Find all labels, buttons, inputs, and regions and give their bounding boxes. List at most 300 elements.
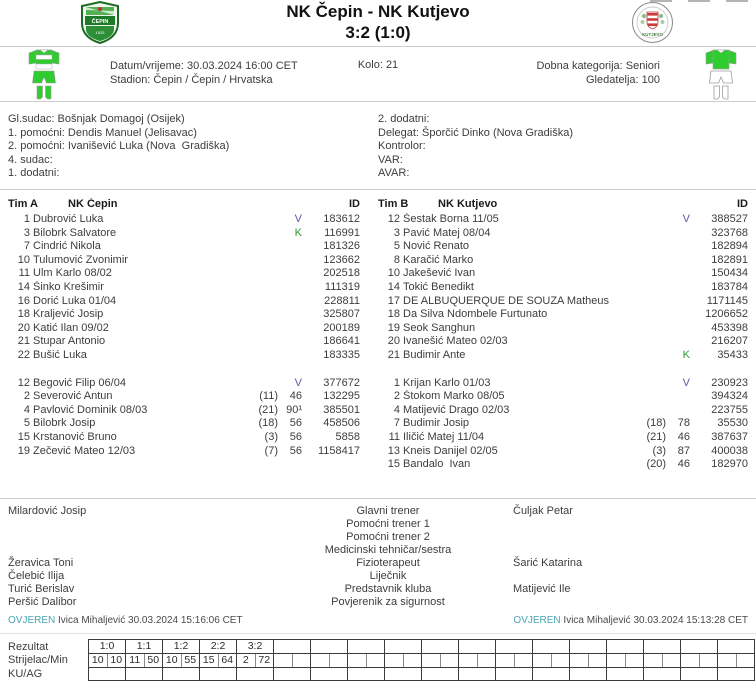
away-staff-name: [513, 596, 748, 609]
role-badge: K: [682, 349, 690, 362]
replaced-player: [244, 349, 278, 363]
player-number: 4: [23, 403, 30, 416]
staff-role-label: Fizioterapeut: [356, 556, 420, 569]
sub-minute: [666, 281, 692, 295]
officials-section: [0, 102, 756, 190]
kuag-cell: [533, 668, 569, 680]
sub-minute: [278, 281, 304, 295]
replaced-player: [632, 213, 666, 227]
player-id: 394324: [711, 390, 748, 403]
role-badge: V: [294, 213, 302, 226]
goal-event-column: [570, 640, 607, 680]
scorer-number: [570, 654, 589, 667]
player-number: 4: [393, 403, 400, 416]
print-artifact: [650, 0, 748, 2]
role-badge: V: [682, 213, 690, 226]
player-row: [378, 377, 748, 391]
scorer-number: [385, 654, 404, 667]
home-staff-name: Turić Berislav: [8, 582, 75, 595]
score-cell: [718, 640, 754, 654]
staff-role-label: Povjerenik za sigurnost: [331, 595, 445, 608]
player-id: 453398: [711, 321, 748, 334]
player-name: Cindrić Nikola: [33, 240, 101, 253]
replaced-player: [244, 240, 278, 254]
sub-minute: 56: [289, 444, 302, 457]
player-name: Stupar Antonio: [33, 335, 106, 348]
player-number: 14: [17, 281, 30, 294]
player-id: 230923: [711, 376, 748, 389]
player-row: [378, 295, 748, 309]
score-cell: [385, 640, 421, 654]
player-number: 20: [17, 321, 30, 334]
player-name: Tulumović Zvonimir: [33, 253, 128, 266]
player-row: [8, 213, 360, 227]
scorer-number: 2: [237, 654, 256, 667]
stadium-line: Stadion: Čepin / Čepin / Hrvatska: [110, 74, 273, 86]
replaced-player: [632, 227, 666, 241]
category-line: Dobna kategorija: Seniori: [536, 60, 660, 72]
kuag-cell: [718, 668, 754, 680]
scorer-minute-cell: [126, 654, 162, 668]
match-info-band: [0, 47, 756, 102]
player-number: 22: [17, 349, 30, 362]
player-row: [378, 390, 748, 404]
player-row: [378, 322, 748, 336]
away-kit-icon: [704, 49, 738, 104]
sub-minute: [666, 295, 692, 309]
kuag-cell: [200, 668, 236, 680]
home-staff-name: [8, 544, 263, 557]
player-row: [378, 281, 748, 295]
player-name: Severović Antun: [33, 390, 113, 403]
goal-minute: [552, 654, 570, 667]
player-row: [8, 240, 360, 254]
player-number: 15: [17, 431, 30, 443]
away-staff-name: [513, 570, 748, 583]
player-number: 1: [393, 376, 400, 389]
official-line: Kontrolor:: [378, 140, 426, 152]
player-number: 7: [23, 240, 30, 253]
player-name: Kraljević Josip: [33, 308, 104, 321]
player-name: Da Silva Ndombele Furtunato: [403, 308, 548, 321]
goal-minute: 10: [110, 653, 123, 666]
scorer-number: [644, 654, 663, 667]
player-name: Ulm Karlo 08/02: [33, 267, 112, 280]
player-row: [378, 417, 748, 431]
goal-minute: [330, 654, 348, 667]
scorer-minute-cell: [200, 654, 236, 668]
team-label: Tim A: [8, 197, 38, 210]
sub-minute: 90¹: [286, 403, 302, 416]
kuag-cell: [274, 668, 310, 680]
player-name: Matijević Drago 02/03: [403, 403, 510, 416]
role-badge: V: [294, 376, 302, 389]
player-row: [378, 458, 748, 472]
sub-minute: [666, 254, 692, 268]
player-name: Kneis Danijel 02/05: [403, 444, 498, 457]
goal-event-column: [89, 640, 126, 680]
player-name: Šestak Borna 11/05: [403, 213, 499, 226]
player-name: Karačić Marko: [403, 253, 474, 266]
player-name: Bilobrk Josip: [33, 417, 96, 430]
lineups-section: [0, 190, 756, 499]
match-title-teams: NK Čepin - NK Kutjevo: [286, 2, 470, 21]
player-row: [378, 308, 748, 322]
replaced-player: (21): [258, 403, 278, 416]
divider: [0, 633, 756, 634]
staff-row: [8, 531, 748, 544]
staff-role-label: Pomoćni trener 1: [346, 517, 430, 530]
official-line: 2. pomoćni: Ivanišević Luka (Nova Gradiška): [8, 140, 230, 152]
substitutes-block: [378, 377, 748, 472]
player-name: Bandalo Ivan: [403, 458, 471, 471]
player-id: 202518: [323, 267, 360, 280]
replaced-player: [632, 377, 666, 391]
sub-minute: 56: [289, 417, 302, 430]
sub-minute: [666, 267, 692, 281]
goal-minute: [700, 654, 718, 667]
goal-event-column: [237, 640, 274, 680]
sub-minute: [666, 322, 692, 336]
home-staff-name: [8, 518, 263, 531]
player-number: 15: [387, 458, 400, 471]
player-number: 7: [393, 417, 400, 430]
score-cell: [570, 640, 606, 654]
replaced-player: (3): [652, 444, 666, 457]
kuag-cell: [89, 668, 125, 680]
player-row: [8, 227, 360, 241]
player-id: 150434: [711, 267, 748, 280]
staff-row: [8, 596, 748, 609]
role-badge: V: [682, 376, 690, 389]
score-cell: [533, 640, 569, 654]
goal-sequence-table: [88, 639, 755, 681]
scorer-minute-cell: [163, 654, 199, 668]
home-staff-name: Čelebić Ilija: [8, 569, 65, 582]
sub-minute: [278, 240, 304, 254]
kuag-cell: [126, 668, 162, 680]
kuag-cell: [496, 668, 532, 680]
player-number: 14: [387, 281, 400, 294]
player-name: Bilobrk Salvatore: [33, 226, 117, 239]
replaced-player: (11): [259, 390, 278, 403]
svg-text:1925: 1925: [95, 30, 105, 35]
goal-minute: 64: [221, 653, 234, 666]
id-column-header: ID: [737, 197, 748, 210]
player-number: 5: [23, 417, 30, 430]
replaced-player: [244, 335, 278, 349]
goal-event-column: [126, 640, 163, 680]
home-kit-icon: [27, 49, 61, 104]
score-cell: 1:0: [89, 640, 125, 654]
kuag-cell: [348, 668, 384, 680]
player-row: [8, 404, 360, 418]
result-label: Rezultat: [8, 640, 49, 653]
away-club-crest-icon: [631, 1, 674, 47]
score-cell: [311, 640, 347, 654]
goal-minute: [478, 654, 496, 667]
player-name: Bušić Luka: [33, 349, 87, 362]
scorer-number: 15: [200, 654, 219, 667]
replaced-player: [244, 308, 278, 322]
scorer-minute-cell: [681, 654, 717, 668]
player-id: 132295: [323, 390, 360, 403]
scorer-number: [607, 654, 626, 667]
player-name: Jakešević Ivan: [403, 267, 476, 280]
kuag-cell: [644, 668, 680, 680]
match-score: 3:2 (1:0): [345, 23, 411, 42]
svg-text:KUTJEVO: KUTJEVO: [642, 32, 663, 37]
goal-event-column: [459, 640, 496, 680]
official-line: VAR:: [378, 153, 403, 166]
player-row: [378, 254, 748, 268]
sub-minute: 56: [289, 431, 302, 443]
player-number: 11: [18, 267, 30, 280]
goal-event-column: [274, 640, 311, 680]
player-row: [378, 349, 748, 363]
goal-minute: [404, 654, 422, 667]
player-row: [8, 267, 360, 281]
replaced-player: [244, 213, 278, 227]
home-staff-name: Peršić Dalibor: [8, 595, 77, 608]
away-staff-name: [513, 518, 748, 531]
player-number: 2: [23, 390, 30, 403]
player-row: [8, 431, 360, 445]
goal-minute: [626, 654, 644, 667]
player-number: 12: [17, 376, 30, 389]
team-header-row: [8, 198, 360, 212]
player-id: 182970: [711, 458, 748, 471]
staff-row: [8, 570, 748, 583]
player-id: 183784: [711, 281, 748, 294]
sub-minute: 78: [677, 417, 690, 430]
verified-badge: OVJEREN: [8, 614, 56, 626]
goal-minute: [515, 654, 533, 667]
player-id: 387637: [711, 431, 748, 443]
player-number: 3: [23, 226, 30, 239]
goal-event-column: [681, 640, 718, 680]
score-cell: 2:2: [200, 640, 236, 654]
player-row: [8, 281, 360, 295]
player-id: 116991: [324, 226, 360, 239]
verifier-text: Ivica Mihaljević 30.03.2024 15:16:06 CET: [55, 614, 243, 626]
player-number: 19: [387, 321, 400, 334]
replaced-player: [244, 295, 278, 309]
official-line: 1. dodatni:: [8, 167, 60, 179]
player-name: Zečević Mateo 12/03: [33, 444, 136, 457]
player-id: 183612: [323, 213, 360, 226]
player-id: 1158417: [317, 444, 360, 457]
replaced-player: [244, 377, 278, 391]
player-row: [8, 417, 360, 431]
replaced-player: (18): [646, 417, 666, 430]
home-staff-name: Žeravica Toni: [8, 556, 74, 569]
staff-role-label: Medicinski tehničar/sestra: [324, 543, 452, 556]
sub-minute: [278, 335, 304, 349]
player-id: 183335: [323, 349, 360, 362]
replaced-player: [244, 254, 278, 268]
player-id: 35530: [717, 417, 748, 430]
player-number: 10: [387, 267, 400, 280]
scorer-number: [533, 654, 552, 667]
player-number: 17: [387, 294, 400, 307]
sub-minute: [278, 267, 304, 281]
goal-minute: 55: [184, 653, 197, 666]
player-id: 35433: [717, 349, 748, 362]
player-id: 323768: [711, 226, 748, 239]
staff-section: [0, 499, 756, 611]
sub-minute: 46: [289, 390, 302, 403]
player-id: 458506: [323, 417, 360, 430]
kuag-cell: [163, 668, 199, 680]
sub-minute: [666, 240, 692, 254]
player-row: [378, 431, 748, 445]
certification-row: [0, 611, 756, 626]
player-number: 3: [393, 226, 400, 239]
player-number: 21: [17, 335, 30, 348]
replaced-player: [244, 267, 278, 281]
staff-role-label: Liječnik: [369, 569, 407, 582]
replaced-player: [632, 349, 666, 363]
replaced-player: [632, 322, 666, 336]
sub-minute: [278, 254, 304, 268]
scorer-number: [681, 654, 700, 667]
id-column-header: ID: [349, 197, 360, 210]
goal-event-column: [348, 640, 385, 680]
player-number: 16: [17, 294, 30, 307]
scorer-minute-cell: [570, 654, 606, 668]
player-id: 385501: [323, 403, 360, 416]
official-line: 4. sudac:: [8, 153, 53, 166]
scorer-number: [348, 654, 367, 667]
player-row: [8, 254, 360, 268]
staff-row: [8, 583, 748, 596]
player-name: Tokić Benedikt: [403, 281, 474, 294]
goal-event-column: [385, 640, 422, 680]
player-number: 13: [387, 444, 400, 457]
replaced-player: [244, 227, 278, 241]
player-number: 1: [23, 213, 30, 226]
replaced-player: [632, 295, 666, 309]
player-row: [8, 335, 360, 349]
team-name: NK Kutjevo: [438, 197, 498, 210]
sub-minute: [666, 335, 692, 349]
goal-event-column: [200, 640, 237, 680]
staff-row: [8, 544, 748, 557]
player-id: 388527: [711, 213, 748, 226]
officials-left: [8, 113, 378, 181]
attendance-line: Gledatelja: 100: [586, 74, 660, 86]
player-name: Štokom Marko 08/05: [403, 390, 505, 403]
scorer-minute-cell: [607, 654, 643, 668]
scorer-number: [311, 654, 330, 667]
score-cell: [274, 640, 310, 654]
goal-event-column: [533, 640, 570, 680]
official-line: Gl.sudac: Bošnjak Domagoj (Osijek): [8, 113, 185, 125]
report-header: [0, 0, 756, 47]
replaced-player: (18): [258, 417, 278, 430]
player-name: Begović Filip 06/04: [33, 376, 126, 389]
goal-minute: [293, 654, 311, 667]
scorer-number: [274, 654, 293, 667]
away-staff-name: Čuljak Petar: [513, 504, 573, 517]
goal-minute: 72: [258, 653, 271, 666]
verified-badge: OVJEREN: [513, 614, 561, 626]
replaced-player: [632, 240, 666, 254]
replaced-player: [632, 267, 666, 281]
score-cell: [681, 640, 717, 654]
team-label: Tim B: [378, 197, 409, 210]
replaced-player: [632, 404, 666, 418]
scorer-minute-cell: [496, 654, 532, 668]
player-row: [378, 267, 748, 281]
player-id: 5858: [335, 431, 360, 443]
away-staff-name: Šarić Katarina: [513, 556, 583, 569]
score-cell: 1:2: [163, 640, 199, 654]
goal-event-column: [496, 640, 533, 680]
player-number: 8: [393, 253, 400, 266]
score-cell: [644, 640, 680, 654]
sub-minute: [666, 390, 692, 404]
player-row: [378, 404, 748, 418]
scorer-minute-cell: [422, 654, 458, 668]
player-id: 181326: [323, 240, 360, 253]
scorer-label: Strijelac/Min: [8, 654, 68, 667]
away-staff-name: [513, 544, 748, 557]
sub-minute: 46: [677, 431, 690, 443]
scorer-minute-cell: [348, 654, 384, 668]
player-name: Seok Sanghun: [403, 321, 476, 334]
player-number: 18: [387, 308, 400, 321]
player-id: 123662: [323, 253, 360, 266]
player-number: 18: [17, 308, 30, 321]
replaced-player: [632, 335, 666, 349]
replaced-player: (20): [646, 458, 666, 471]
substitutes-block: [8, 377, 360, 459]
player-name: Dubrović Luka: [33, 213, 104, 226]
goal-event-column: [607, 640, 644, 680]
player-row: [8, 322, 360, 336]
player-row: [8, 295, 360, 309]
player-name: Krstanović Bruno: [33, 431, 117, 443]
goal-minute: 50: [147, 653, 160, 666]
scorer-number: 10: [163, 654, 182, 667]
player-number: 21: [387, 349, 400, 362]
replaced-player: [244, 322, 278, 336]
kuag-cell: [237, 668, 273, 680]
kuag-cell: [385, 668, 421, 680]
player-id: 223755: [711, 403, 748, 416]
goal-minute: [663, 654, 681, 667]
kuag-label: KU/AG: [8, 667, 43, 680]
replaced-player: [632, 254, 666, 268]
round-label: Kolo: 21: [357, 59, 399, 71]
home-staff-name: Milardović Josip: [8, 504, 87, 517]
staff-row: [8, 505, 748, 518]
player-id: 182894: [711, 240, 748, 253]
scorer-minute-cell: [237, 654, 273, 668]
staff-role-label: Glavni trener: [356, 504, 420, 517]
player-name: Iličić Matej 11/04: [403, 431, 485, 443]
official-line: 2. dodatni:: [378, 113, 430, 125]
staff-row: [8, 518, 748, 531]
player-number: 19: [17, 444, 30, 457]
player-name: Pavlović Dominik 08/03: [33, 403, 148, 416]
scorer-number: [496, 654, 515, 667]
kuag-cell: [459, 668, 495, 680]
replaced-player: [632, 308, 666, 322]
replaced-player: (3): [264, 431, 278, 443]
